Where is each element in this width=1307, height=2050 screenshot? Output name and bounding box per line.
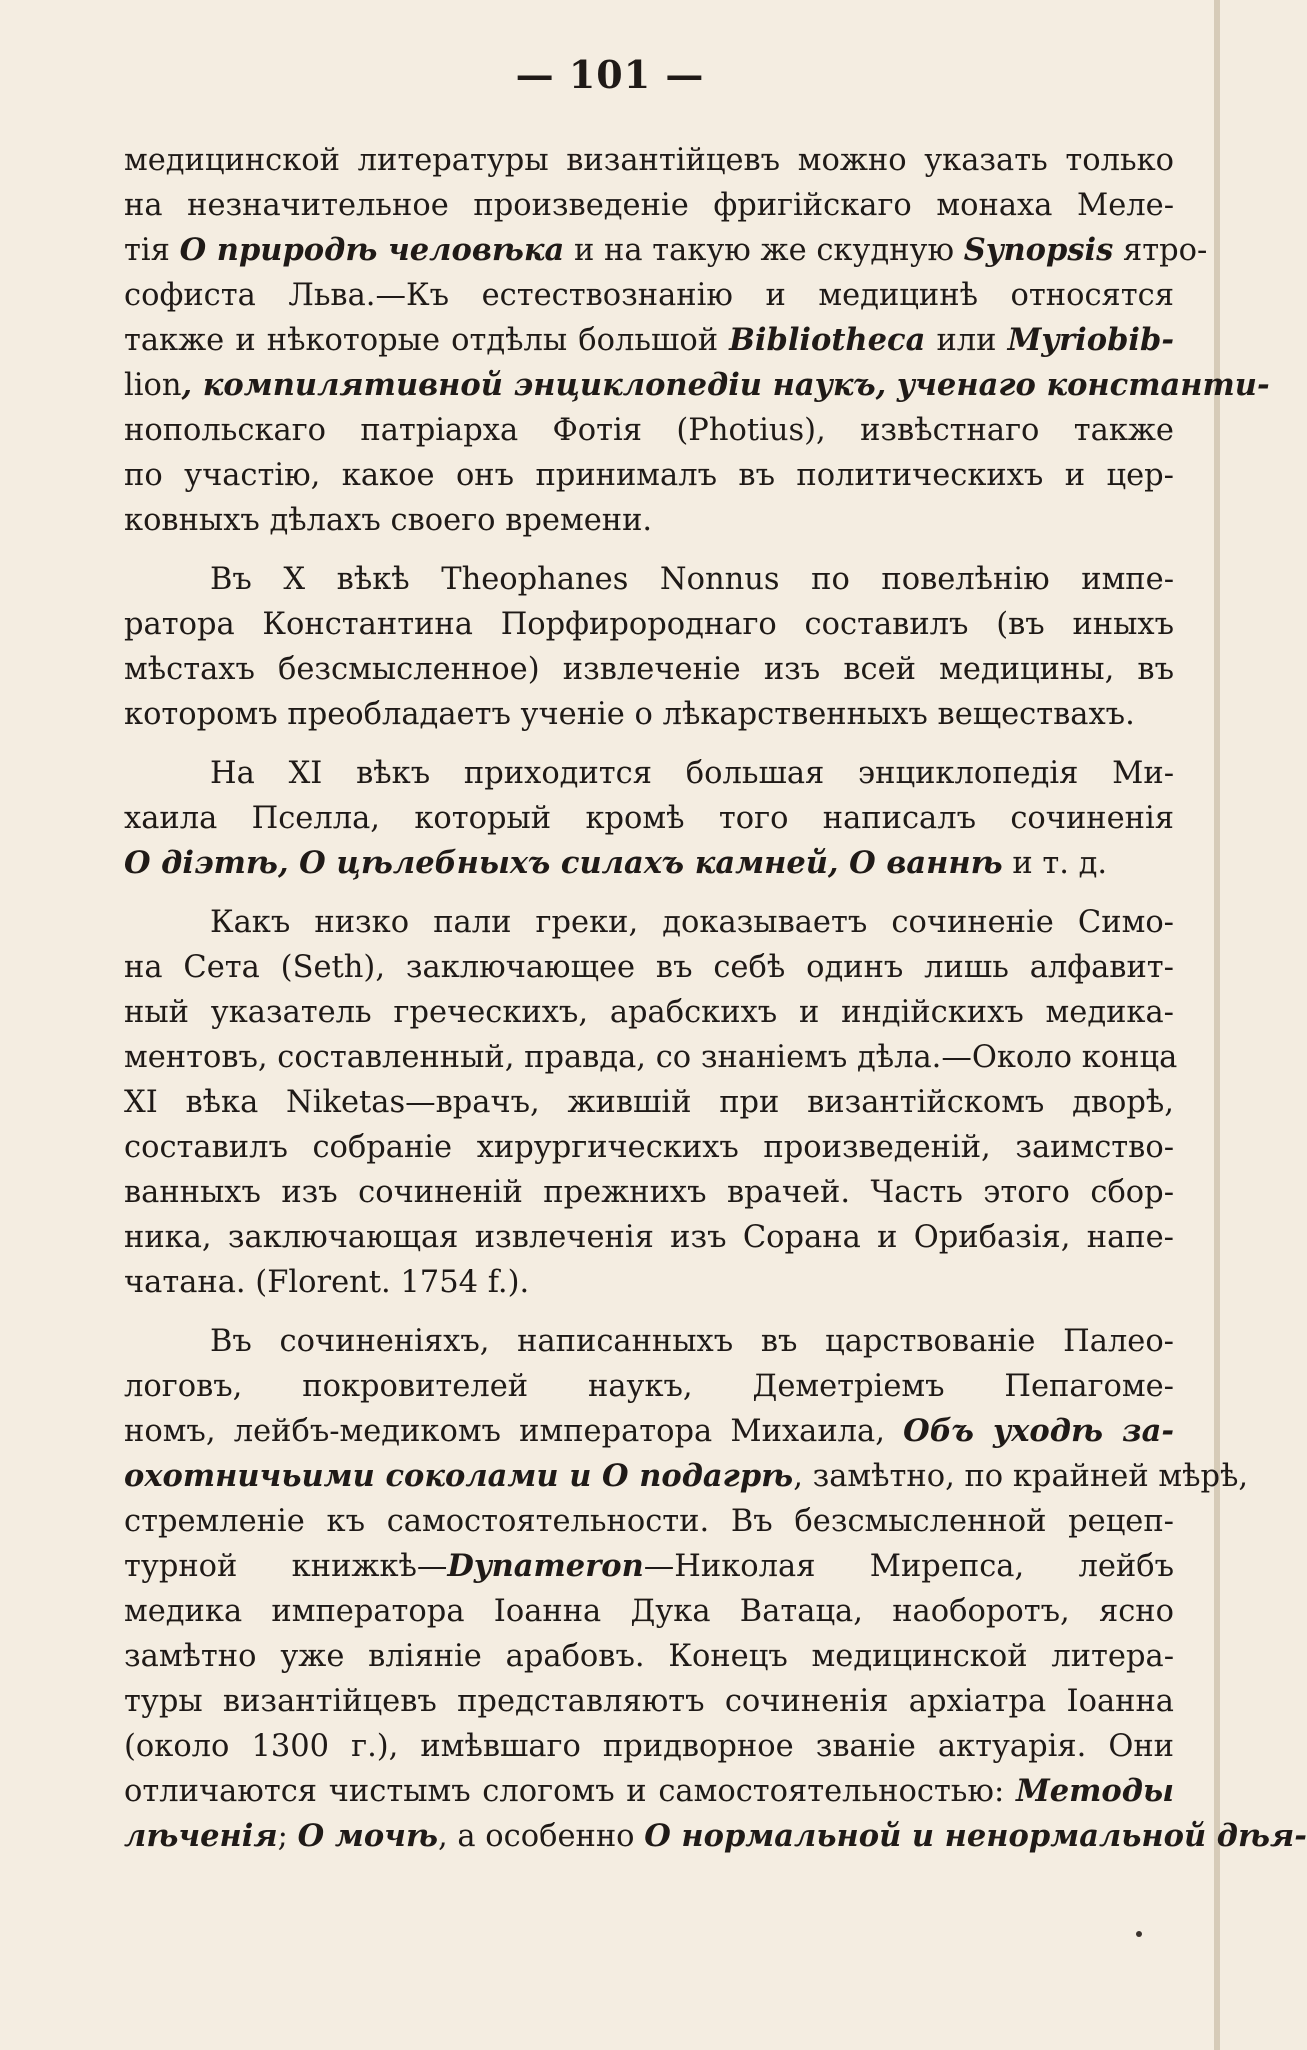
text-run: медика императора Іоанна Дука Ватаца, наоборотъ, ясно: [124, 1594, 1174, 1629]
text-run: медицинской литературы византійцевъ можно указать только: [124, 143, 1174, 178]
text-line: [124, 363, 1270, 408]
text-run: софиста Льва.—Къ естествознанію и медицинѣ относятся: [124, 278, 1174, 313]
italic-title: О діэтѣ, О цѣлебныхъ силахъ камней, О ваннѣ: [124, 845, 1003, 881]
text-line: [124, 1679, 1174, 1724]
paragraph-gap: [124, 737, 1174, 751]
text-line: [124, 1215, 1174, 1260]
text-run: которомъ преобладаетъ ученіе о лѣкарственныхъ веществахъ.: [124, 697, 1135, 732]
text-run: ятро-: [1113, 233, 1208, 268]
text-line: [124, 841, 1174, 886]
ink-dot: [1136, 1931, 1142, 1937]
text-line: [124, 1035, 1178, 1080]
paragraph-gap: [124, 543, 1174, 557]
text-line: [124, 796, 1174, 841]
italic-title: лѣченія: [124, 1818, 278, 1854]
paragraph: [124, 1319, 1307, 1859]
italic-title: охотничьими соколами и О подагрѣ: [124, 1458, 794, 1494]
page-number: — 101 —: [515, 52, 705, 97]
text-run: XI вѣка Niketas—врачъ, жившій при византійскомъ дворѣ,: [124, 1085, 1174, 1120]
text-run: на Сета (Seth), заключающее въ себѣ одинъ лишь алфавит-: [124, 950, 1174, 985]
italic-title: Методы: [1015, 1773, 1174, 1809]
text-run: и т. д.: [1002, 846, 1108, 881]
italic-title: О природѣ человѣка: [179, 232, 565, 268]
text-line: [124, 1769, 1174, 1814]
text-run: Какъ низко пали греки, доказываетъ сочиненіе Симо-: [210, 905, 1174, 940]
italic-title: Dynameron: [447, 1548, 644, 1584]
text-line: [124, 1544, 1174, 1589]
text-line: [124, 138, 1174, 183]
text-run: на незначительное произведеніе фригійскаго монаха Меле-: [124, 188, 1174, 223]
text-run: ковныхъ дѣлахъ своего времени.: [124, 503, 653, 538]
text-run: нопольскаго патріарха Фотія (Photius), извѣстнаго также: [124, 413, 1174, 448]
text-run: чатана. (Florent. 1754 f.).: [124, 1265, 530, 1300]
text-line: [124, 498, 1174, 543]
text-run: тія: [124, 233, 180, 268]
text-run: стремленіе къ самостоятельности. Въ безсмысленной рецеп-: [124, 1504, 1174, 1539]
text-run: ника, заключающая извлеченія изъ Сорана и Орибазія, напе-: [124, 1220, 1174, 1255]
text-run: туры византійцевъ представляютъ сочиненія архіатра Іоанна: [124, 1684, 1174, 1719]
text-line: [124, 692, 1174, 737]
text-line: [124, 1260, 1174, 1305]
text-line: [124, 647, 1174, 692]
text-line: [124, 1454, 1249, 1499]
text-run: по участію, какое онъ принималъ въ политическихъ и цер-: [124, 458, 1174, 493]
text-run: также и нѣкоторые отдѣлы большой: [124, 323, 730, 358]
page-edge: [1214, 0, 1220, 2050]
text-run: Въ X вѣкѣ Theophanes Nonnus по повелѣнію импе-: [210, 562, 1174, 597]
text-run: составилъ собраніе хирургическихъ произведеній, заимство-: [124, 1130, 1174, 1165]
text-run: ментовъ, составленный, правда, со знаніемъ дѣла.—Около конца: [124, 1040, 1178, 1075]
italic-title: О мочѣ: [297, 1818, 438, 1854]
text-line: [124, 453, 1174, 498]
italic-title: О нормальной и ненормальной дѣя-: [644, 1818, 1307, 1854]
text-run: логовъ, покровителей наукъ, Деметріемъ Пепагоме-: [124, 1369, 1174, 1404]
text-run: , замѣтно, по крайней мѣрѣ,: [793, 1459, 1249, 1494]
paragraph: [124, 138, 1270, 543]
text-line: [124, 945, 1174, 990]
text-line: [124, 1499, 1174, 1544]
text-run: lion: [124, 368, 182, 403]
text-line: [124, 408, 1174, 453]
paragraph-gap: [124, 1305, 1174, 1319]
text-line: [124, 1814, 1307, 1859]
text-run: турной книжкѣ—: [124, 1549, 448, 1584]
text-line: [124, 1319, 1174, 1364]
paragraph: [124, 751, 1174, 886]
paragraph: [124, 900, 1178, 1305]
text-line: [124, 1634, 1174, 1679]
text-run: На XI вѣкъ приходится большая энциклопедія Ми-: [210, 756, 1174, 791]
italic-title: Myriobib-: [1007, 322, 1174, 358]
text-line: [124, 602, 1174, 647]
text-line: [124, 900, 1174, 945]
text-run: отличаются чистымъ слогомъ и самостоятельностью:: [124, 1774, 1016, 1809]
text-run: Въ сочиненіяхъ, написанныхъ въ царствованіе Палео-: [210, 1324, 1174, 1359]
italic-title: Synopsis: [963, 232, 1114, 268]
text-run: замѣтно уже вліяніе арабовъ. Конецъ медицинской литера-: [124, 1639, 1174, 1674]
text-line: [124, 228, 1208, 273]
text-run: ;: [277, 1819, 298, 1854]
paragraph: [124, 557, 1174, 737]
text-run: ратора Константина Порфиророднаго составилъ (въ иныхъ: [124, 607, 1174, 642]
text-run: или: [925, 323, 1008, 358]
text-line: [124, 273, 1174, 318]
text-run: номъ, лейбъ-медикомъ императора Михаила,: [124, 1414, 904, 1449]
text-line: [124, 751, 1174, 796]
text-run: ванныхъ изъ сочиненій прежнихъ врачей. Часть этого сбор-: [124, 1175, 1174, 1210]
text-line: [124, 557, 1174, 602]
text-line: [124, 318, 1174, 363]
text-line: [124, 1724, 1174, 1769]
text-run: ный указатель греческихъ, арабскихъ и индійскихъ медика-: [124, 995, 1174, 1030]
text-line: [124, 1589, 1174, 1634]
text-line: [124, 990, 1174, 1035]
text-line: [124, 1125, 1174, 1170]
text-line: [124, 1170, 1174, 1215]
text-run: хаила Пселла, который кромѣ того написалъ сочиненія: [124, 801, 1174, 836]
text-run: —Николая Мирепса, лейбъ: [643, 1549, 1174, 1584]
italic-title: Bibliotheca: [729, 322, 926, 358]
text-run: (около 1300 г.), имѣвшаго придворное званіе актуарія. Они: [124, 1729, 1174, 1764]
text-line: [124, 1080, 1174, 1125]
text-line: [124, 1364, 1174, 1409]
text-line: [124, 1409, 1174, 1454]
text-run: и на такую же скудную: [564, 233, 964, 268]
text-run: , а особенно: [438, 1819, 645, 1854]
paragraph-gap: [124, 886, 1174, 900]
text-run: мѣстахъ безсмысленное) извлеченіе изъ всей медицины, въ: [124, 652, 1174, 687]
text-line: [124, 183, 1174, 228]
body-text: [124, 138, 1307, 1859]
italic-title: Объ уходѣ за-: [903, 1413, 1174, 1449]
italic-title: , компилятивной энциклопедіи наукъ, ученаго константи-: [181, 367, 1270, 403]
